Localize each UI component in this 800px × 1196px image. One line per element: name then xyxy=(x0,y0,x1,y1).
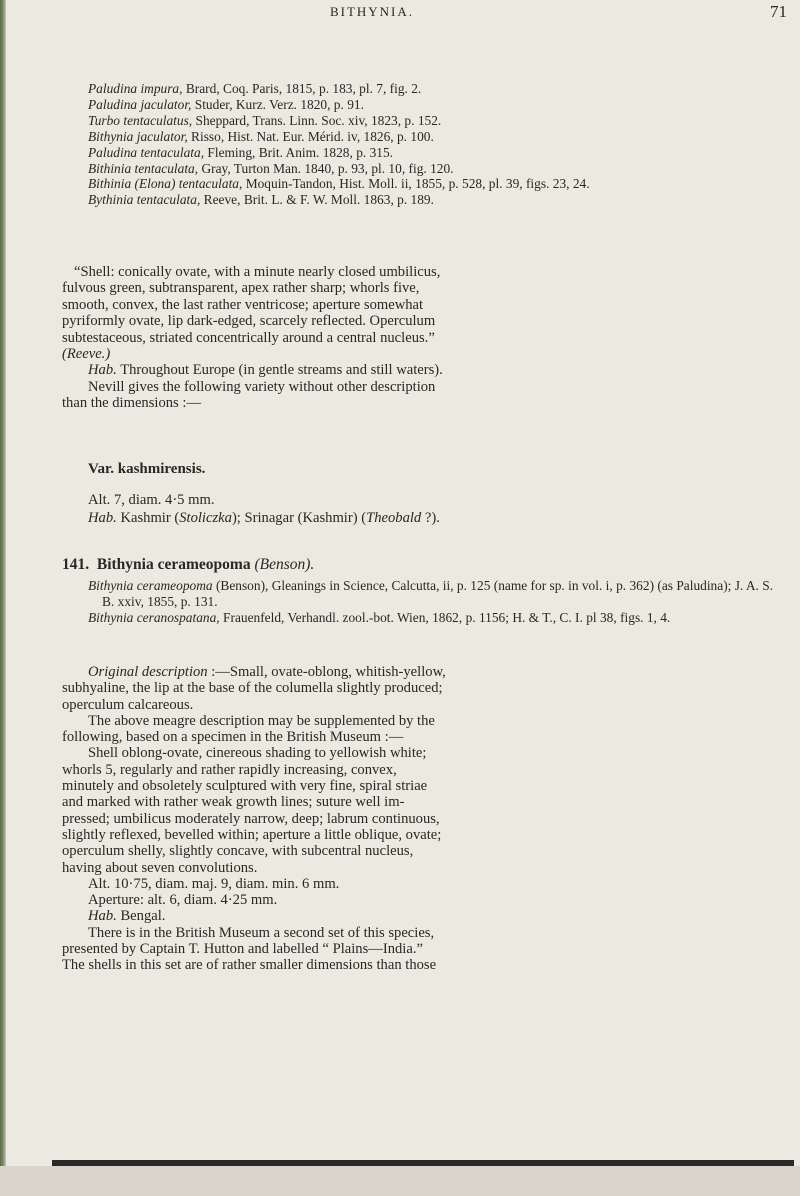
synonymy-entry: Bithynia cerameopoma (Benson), Gleanings in Science, Calcutta, ii, p. 125 (name for sp. in vol. i, p. 362) (as Paludina); J. A. S. B. xxiv, 1855, p. 131. xyxy=(88,578,774,609)
species-description xyxy=(62,664,792,974)
quote-line: fulvous green, subtransparent, apex rather sharp; whorls five, xyxy=(62,280,420,297)
final-line: presented by Captain T. Hutton and labelled “ Plains—India.” xyxy=(62,941,423,958)
species-number: 141. xyxy=(62,556,90,573)
dimensions-line: Aperture: alt. 6, diam. 4·25 mm. xyxy=(88,892,278,909)
species-name: Bithynia cerameopoma xyxy=(96,556,251,573)
habitat-line: Hab. Bengal. xyxy=(88,908,166,925)
nevill-line: than the dimensions :— xyxy=(62,395,202,412)
desc-line: The above meagre description may be supplemented by the xyxy=(88,712,435,729)
quote-line: smooth, convex, the last rather ventricose; aperture somewhat xyxy=(62,296,424,313)
desc-line: pressed; umbilicus moderately narrow, deep; labrum continuous, xyxy=(62,810,440,827)
original-description-line: subhyaline, the lip at the base of the columella slightly produced; xyxy=(62,680,443,697)
synonymy-entry: Bithinia (Elona) tentaculata, Moquin-Tandon, Hist. Moll. ii, 1855, p. 528, pl. 39, figs. 23, 24. xyxy=(88,176,590,192)
final-line: The shells in this set are of rather smaller dimensions than those xyxy=(62,957,437,974)
desc-line: following, based on a specimen in the British Museum :— xyxy=(62,729,404,746)
variety-habitat: Hab. Kashmir (Stoliczka); Srinagar (Kashmir) (Theobald ?). xyxy=(88,510,440,526)
desc-line: Shell oblong-ovate, cinereous shading to yellowish white; xyxy=(88,745,427,762)
quote-source: (Reeve.) xyxy=(62,346,111,363)
page-margin-bottom xyxy=(0,1166,800,1196)
page-number: 71 xyxy=(770,2,787,21)
synonymy-entry: Paludina impura, Brard, Coq. Paris, 1815, p. 183, pl. 7, fig. 2. xyxy=(88,81,422,96)
quote-line: pyriformly ovate, lip dark-edged, scarcely reflected. Operculum xyxy=(62,313,436,330)
desc-line: operculum shelly, slightly concave, with subcentral nucleus, xyxy=(62,843,414,860)
running-head: BITHYNIA. xyxy=(329,4,415,19)
quote-line: “Shell: conically ovate, with a minute nearly closed umbilicus, xyxy=(74,264,441,280)
species-authority: (Benson). xyxy=(254,556,315,573)
variety-title: Var. kashmirensis. xyxy=(88,461,206,477)
synonymy-list-2 xyxy=(88,578,788,626)
original-description-line: Original description :—Small, ovate-oblong, whitish-yellow, xyxy=(88,664,446,680)
nevill-line: Nevill gives the following variety without other description xyxy=(88,378,436,395)
synonymy-entry: Bithynia ceranospatana, Frauenfeld, Verhandl. zool.-bot. Wien, 1862, p. 1156; H. & T., C. I. pl 38, figs. 1, 4. xyxy=(88,609,671,625)
synonymy-entry: Bythinia tentaculata, Reeve, Brit. L. & F. W. Moll. 1863, p. 189. xyxy=(88,192,434,208)
synonymy-entry: Bithinia tentaculata, Gray, Turton Man. 1840, p. 93, pl. 10, fig. 120. xyxy=(88,160,454,176)
desc-line: whorls 5, regularly and rather rapidly increasing, convex, xyxy=(62,761,397,778)
synonymy-list xyxy=(88,81,788,208)
page-header xyxy=(52,4,787,26)
variety-details xyxy=(88,491,440,527)
desc-line: slightly reflexed, bevelled within; aperture a little oblique, ovate; xyxy=(62,826,442,843)
original-description-line: operculum calcareous. xyxy=(62,696,194,713)
synonymy-entry: Bithynia jaculator, Risso, Hist. Nat. Eur. Mérid. iv, 1826, p. 100. xyxy=(88,128,434,144)
synonymy-entry: Turbo tentaculatus, Sheppard, Trans. Linn. Soc. xiv, 1823, p. 152. xyxy=(88,112,442,128)
quote-line: subtestaceous, striated concentrically around a central nucleus.” xyxy=(62,329,435,346)
species-heading xyxy=(62,556,314,574)
dimensions-line: Alt. 10·75, diam. maj. 9, diam. min. 6 mm. xyxy=(88,875,340,892)
synonymy-entry: Paludina tentaculata, Fleming, Brit. Anim. 1828, p. 315. xyxy=(88,144,394,160)
book-page xyxy=(52,0,792,1196)
shell-description-quote xyxy=(62,264,792,412)
synonymy-entry: Paludina jaculator, Studer, Kurz. Verz. 1820, p. 91. xyxy=(88,96,364,112)
desc-line: and marked with rather weak growth lines; suture well im- xyxy=(62,794,405,811)
final-line: There is in the British Museum a second set of this species, xyxy=(88,924,435,941)
habitat-line: Hab. Throughout Europe (in gentle streams and still waters). xyxy=(88,362,443,379)
desc-line: having about seven convolutions. xyxy=(62,859,258,876)
page-binding-edge xyxy=(0,0,6,1196)
desc-line: minutely and obsoletely sculptured with very fine, spiral striae xyxy=(62,778,428,795)
variety-dimensions: Alt. 7, diam. 4·5 mm. xyxy=(88,492,215,508)
